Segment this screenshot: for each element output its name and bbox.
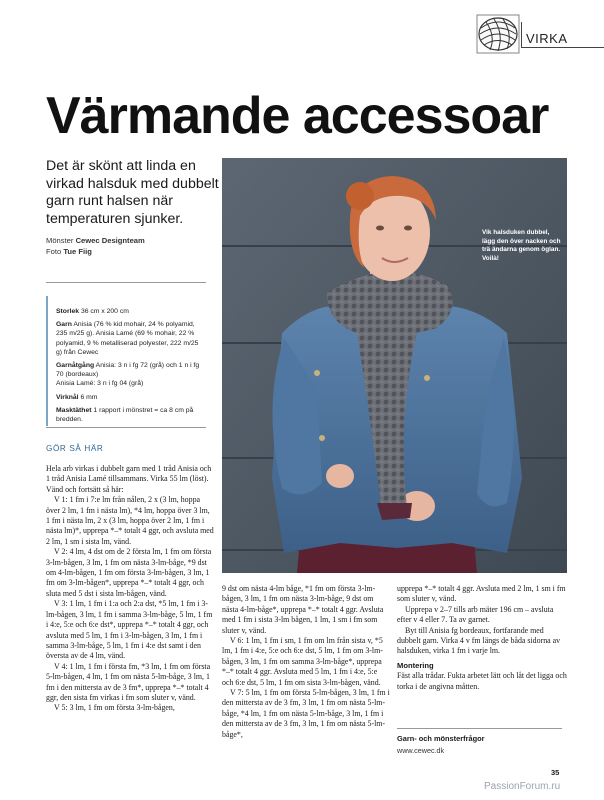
row-5-text: V 5: 3 lm, 1 fm om första 3-lm-bågen,: [54, 703, 175, 713]
yarn-amount-value-2: Anisia Lamé: 3 n i fg 04 (grå): [56, 380, 144, 388]
gauge-value: 1 rapport i mönstret = ca 8 cm på bredden.: [56, 406, 194, 424]
yarn-amount-label: Garnåtgång: [56, 362, 95, 370]
page-title: Värmande accessoar: [46, 87, 549, 145]
header-rule: [522, 47, 604, 48]
yarn-ball-icon: [476, 14, 520, 54]
row-6-text: V 6: 1 lm, 1 fm i sm, 1 fm om lm från sista v, *5 lm, 1 fm i 4:e, 5:e och 6:e dst, 5 lm, 1 fm om 3-lm-bågen, 3 lm, 1 fm om samma 3-lm-båge*, upprepa *–* totalt 4 ggr. Avsluta med 5 lm, 1 fm i 4:e, 5:e och 6:e dst, 5 lm, 1 fm om sista 3-lm-bågen, vänd.: [222, 636, 383, 687]
model-photo: [222, 158, 567, 573]
facts-box: [56, 307, 206, 428]
size-value: 36 cm x 200 cm: [80, 308, 129, 315]
signoff-rule: [397, 728, 562, 729]
page-number: 35: [551, 768, 560, 777]
row-4-text: V 4: 1 lm, 1 fm i första fm, *3 lm, 1 fm om första 5-lm-bågen, 4 lm, 1 fm om nästa 5-lm-båge, 3 lm, 1 fm i den mittersta av de 3 fm*, upprepa *–* totalt 4 ggr, den sista fm virkas i fm som sluter v, vänd.: [46, 661, 211, 702]
row-7-text: V 7: 5 lm, 1 fm om första 5-lm-bågen, 3 lm, 1 fm i den mittersta av de 3 fm, 3 lm, 1 fm om nästa 5-lm-båge, *4 lm, 1 fm om nästa 5-lm-båge, 3 lm, 1 fm i den mittersta av de 3 fm, 3 lm, 1 fm om nästa 5-lm-båge*,: [222, 688, 390, 739]
hook-label: Virknål: [56, 393, 79, 401]
montering-text: Fäst alla trådar. Fukta arbetet lätt och låt det ligga och torka i de angivna måtten.: [397, 671, 567, 691]
section-label: VIRKA: [526, 31, 568, 46]
column-1: [46, 464, 214, 714]
row-2-text: V 2: 4 lm, 4 dst om de 2 första lm, 1 fm om första 3-lm-bågen, 3 lm, 1 fm om nästa 3-lm-båge, *9 dst om 4-lm-bågen, 1 fm om första 3-lm-bågen, 3 lm, 1 fm om 3-lm-bågen*, upprepa *–* totalt 4 ggr, och sluta med 5 dst i sista lm-bågen, vänd.: [46, 547, 212, 598]
intro-lead: Det är skönt att linda en virkad halsduk med dubbelt garn runt halsen när temperaturen sjunker.: [46, 158, 219, 227]
header-divider: [521, 22, 522, 48]
col2-continuation: 9 dst om nästa 4-lm båge, *1 fm om första 3-lm-bågen, 3 lm, 1 fm om nästa 3-lm-båge, 9 dst om nästa 4-lm-båge*, upprepa *–* totalt 4 ggr. Avsluta med 1 fm i sista 3-lm bågen, 1 lm, 1 sm i fm som sluter v, vänd.: [222, 584, 384, 635]
yarn-amount-value: Anisia: 3 n i fg 72 (grå) och 1 n i fg 70 (bordeaux): [56, 362, 200, 379]
photo-author: Tue Fiig: [63, 247, 92, 256]
gauge-label: Masktäthet: [56, 406, 92, 414]
facts-top-rule: [46, 282, 206, 283]
credits: [46, 235, 145, 257]
column-2: [222, 584, 390, 740]
yarn-value: Anisia (76 % kid mohair, 24 % polyamid, 235 m/25 g). Anisia Lamé (69 % mohair, 22 % polyamid, 9 % metalliserad polyester, 222 m/25 g) från Cewec: [56, 321, 199, 356]
watermark: PassionForum.ru: [484, 781, 561, 792]
facts-accent-bar: [46, 296, 48, 426]
yarn-label: Garn: [56, 321, 72, 329]
repeat-text: Upprepa v 2–7 tills arb mäter 196 cm – avsluta efter v 4 eller 7. Ta av garnet.: [397, 604, 554, 625]
signoff-url[interactable]: www.cewec.dk: [397, 746, 445, 755]
montering-title: Montering: [397, 660, 434, 670]
column-3: [397, 584, 567, 692]
hook-value: 6 mm: [80, 393, 98, 401]
instructions-heading: GÖR SÅ HÄR: [46, 444, 104, 453]
instructions-intro: Hela arb virkas i dubbelt garn med 1 tråd Anisia och 1 tråd Anisia Lamé tillsammans. Virka 55 lm (löst). Vänd och fortsätt så här:: [46, 464, 212, 494]
row-3-text: V 3: 1 lm, 1 fm i 1:a och 2:a dst, *5 lm, 1 fm i 3-lm-bågen, 3 lm, 1 fm i samma 3-lm-båge, 5 lm, 1 fm i 4:e, 5:e och 6:e dst*, upprepa *–* totalt 4 ggr, och avsluta med 5 lm, 1 fm i 3-lm-bågen, 3 lm, 1 fm i samma 3-lm-båge, 5 lm, 1 fm i 4:e dst samt i den översta av de 4 lm, vänd.: [46, 599, 213, 661]
signoff-title: Garn- och mönsterfrågor: [397, 734, 485, 743]
size-label: Storlek: [56, 308, 80, 315]
edging-text: Byt till Anisia fg bordeaux, fortfarande med dubbelt garn. Virka 4 v fm längs de båda sidorna av halsduken, virka 1 fm i varje lm.: [397, 625, 561, 656]
photo-caption: Vik halsduken dubbel, lägg den över nacken och trä ändarna genom öglan. Voilà!: [482, 229, 561, 262]
row-1-text: V 1: 1 fm i 7:e lm från nålen, 2 x (3 lm, hoppa över 2 lm, 1 fm i nästa lm), *4 lm, hoppa över 3 lm, 1 fm i nästa lm, 2 x (3 lm, hoppa över 2 lm, 1 fm i nästa lm)*, upprepa *–* totalt 4 ggr, och avsluta med 2 lm, 1 sm i sista lm, vänd.: [46, 495, 214, 546]
photo-label: Foto: [46, 247, 62, 256]
pattern-label: Mönster: [46, 236, 74, 245]
pattern-author: Cewec Designteam: [75, 236, 145, 245]
facts-bottom-rule: [46, 427, 206, 428]
col3-continuation: upprepa *–* totalt 4 ggr. Avsluta med 2 lm, 1 sm i fm som sluter v, vänd.: [397, 584, 566, 604]
